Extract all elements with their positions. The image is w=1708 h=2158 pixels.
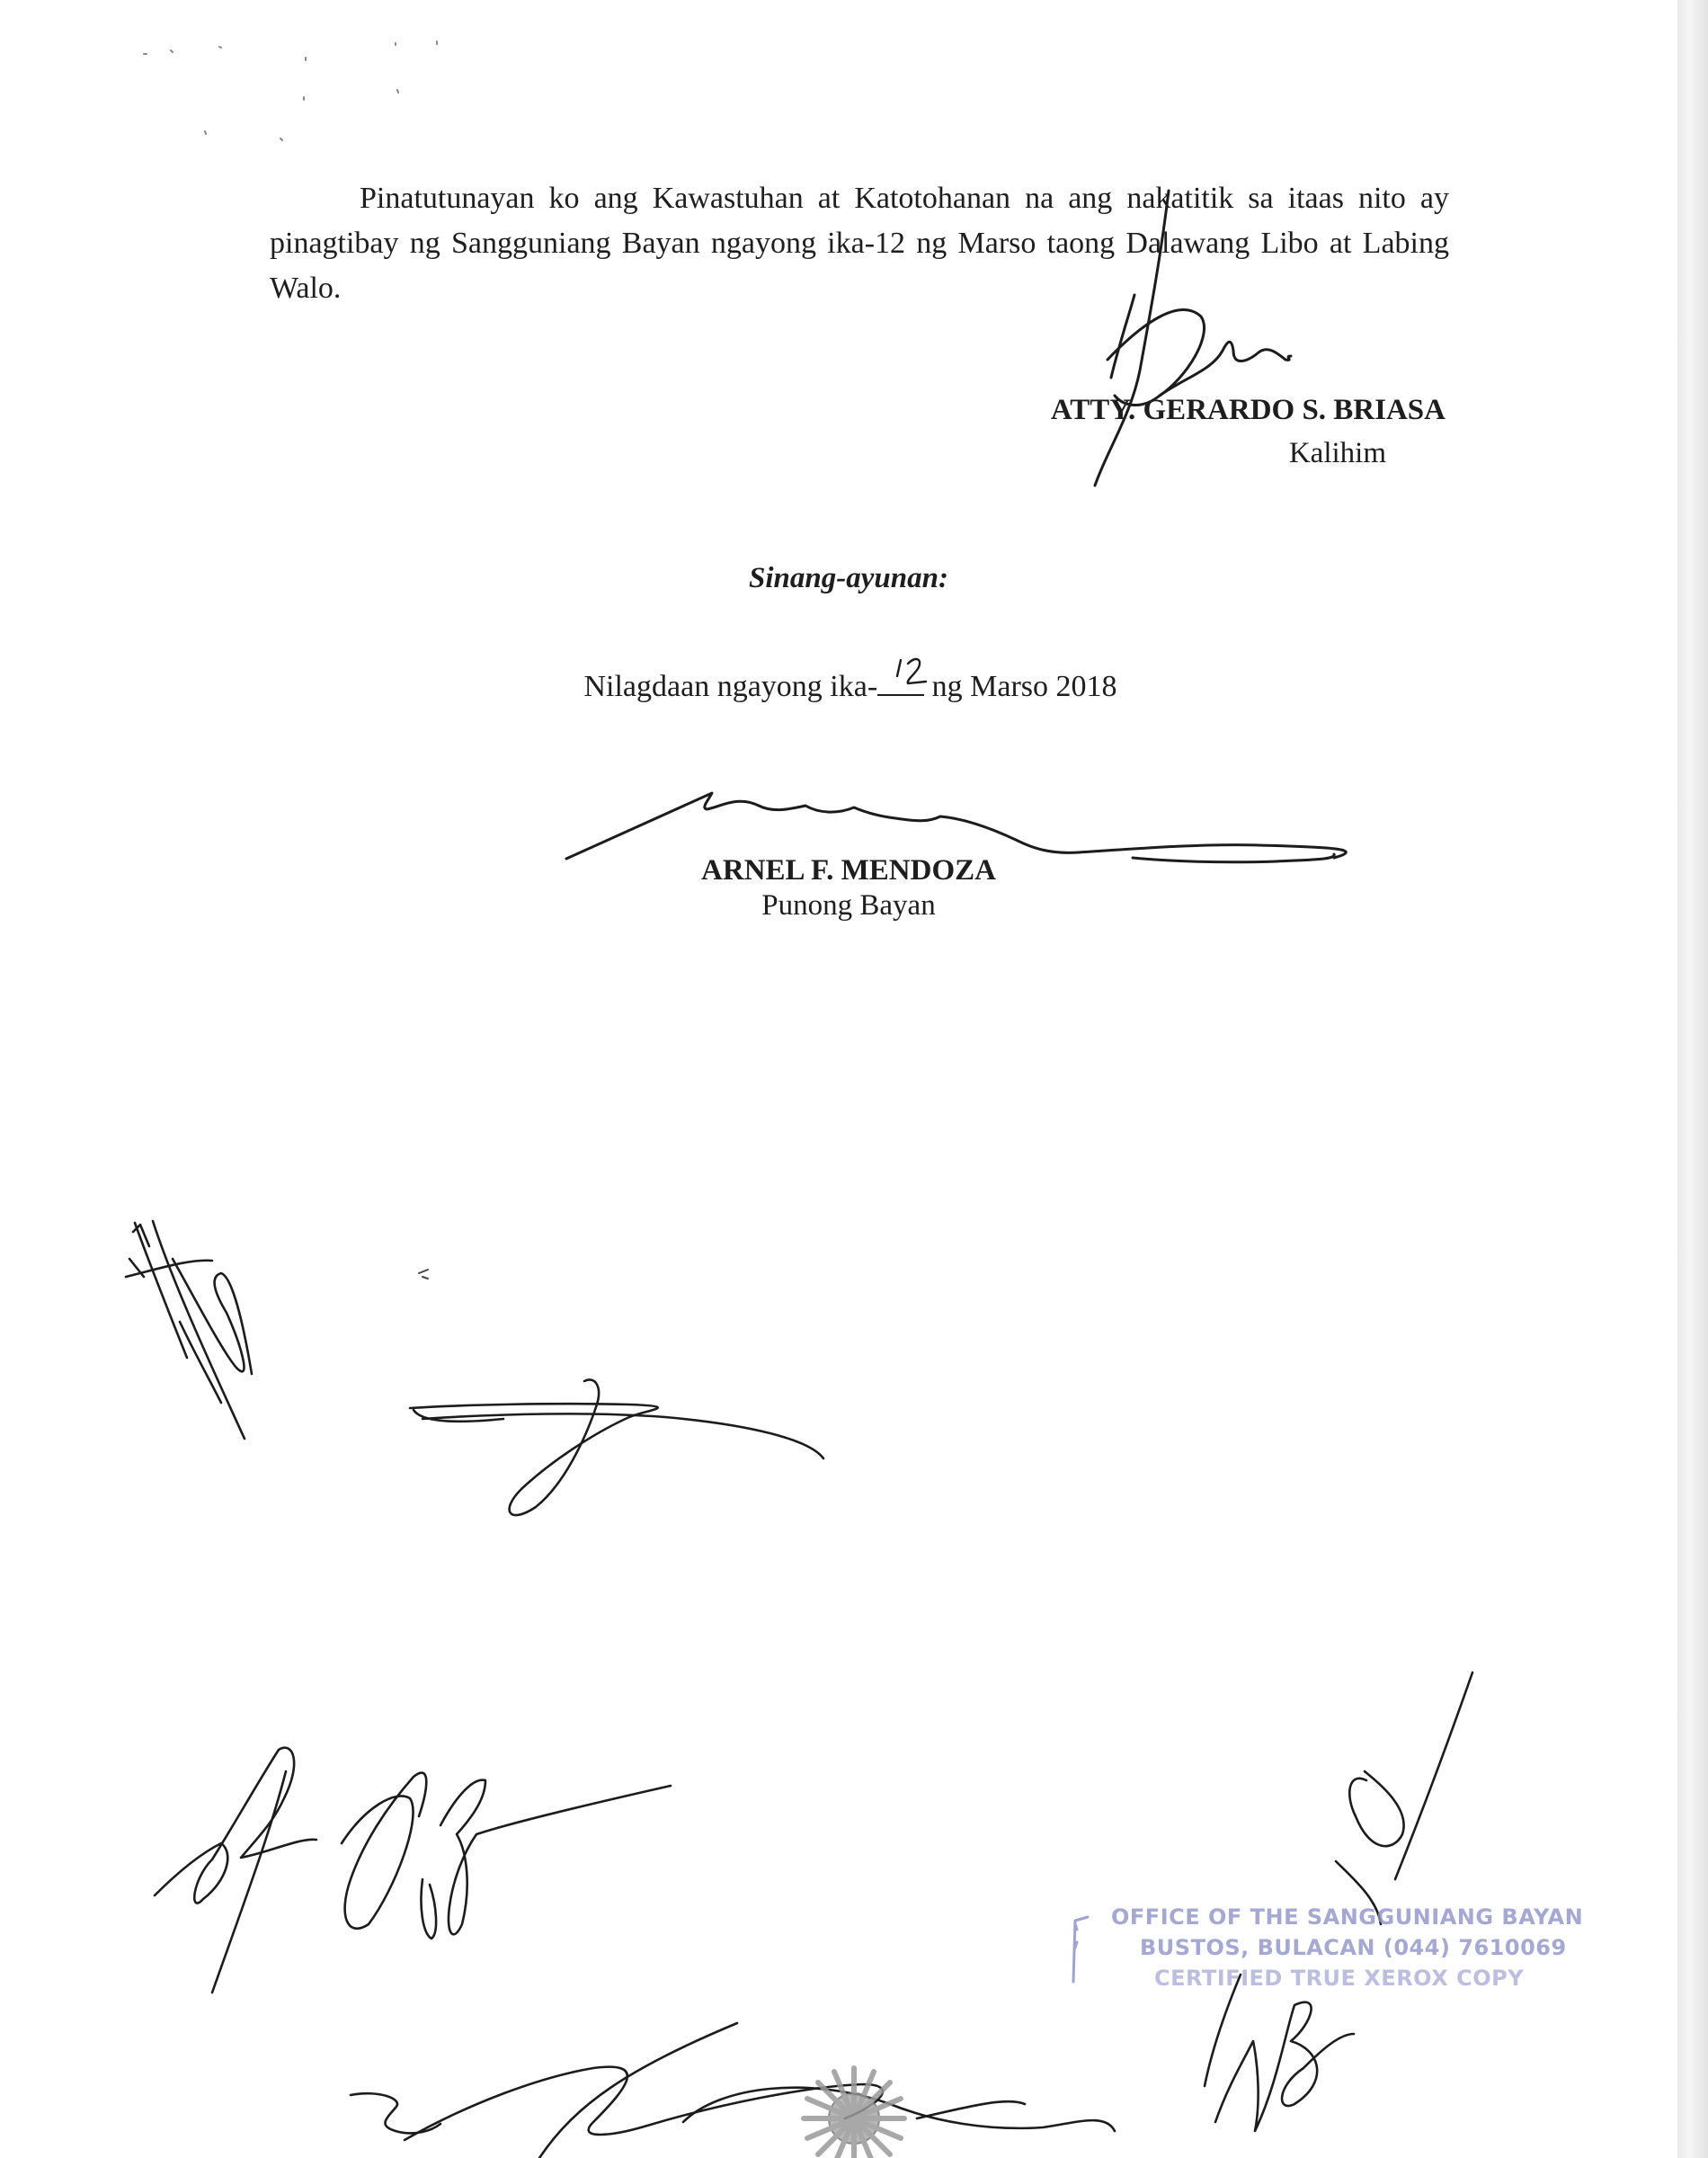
mayor-name: ARNEL F. MENDOZA — [701, 854, 996, 887]
signed-day-blank — [877, 669, 924, 696]
signed-day — [877, 691, 924, 692]
signed-suffix: ng Marso 2018 — [924, 670, 1117, 703]
stamp-line-1: OFFICE OF THE SANGGUNIANG BAYAN — [1111, 1904, 1584, 1930]
secretary-title: Kalihim — [1288, 437, 1386, 469]
secretary-name: ATTY. GERARDO S. BRIASA — [1050, 394, 1446, 426]
stamp-line-2: BUSTOS, BULACAN (044) 7610069 — [1140, 1935, 1567, 1960]
approval-heading: Sinang-ayunan: — [749, 562, 948, 594]
signed-date-line — [485, 669, 1215, 704]
signed-prefix: Nilagdaan ngayong ika- — [583, 670, 878, 703]
stamp-line-3: CERTIFIED TRUE XEROX COPY — [1154, 1966, 1525, 1991]
certified-stamp — [1068, 1904, 1584, 1998]
mayor-title: Punong Bayan — [761, 889, 936, 922]
certification-paragraph: Pinatutunayan ko ang Kawastuhan at Katotohanan na ang nakatitik sa itaas nito ay pinagtibay ng Sangguniang Bayan ngayong ika-12 ng Marso taong Dalawang Libo at Labing Walo. — [270, 182, 1449, 305]
